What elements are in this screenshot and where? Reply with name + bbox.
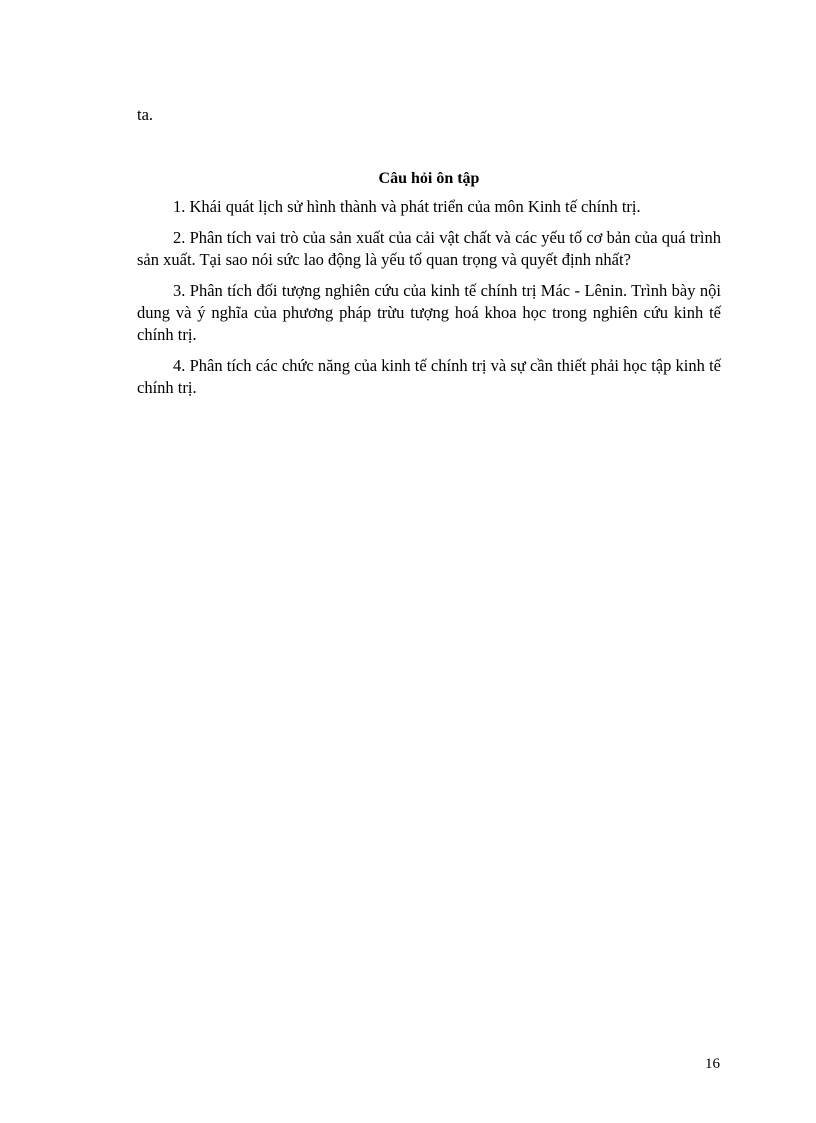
question-item: 3. Phân tích đối tượng nghiên cứu của kinh tế chính trị Mác - Lênin. Trình bày nội dung và ý nghĩa của phương pháp trừu tượng hoá khoa học trong nghiên cứu kinh tế chính trị.: [137, 281, 721, 344]
question-item: 4. Phân tích các chức năng của kinh tế chính trị và sự cần thiết phải học tập kinh tế chính trị.: [137, 356, 721, 397]
page-number: 16: [705, 1056, 720, 1072]
question-item: 2. Phân tích vai trò của sản xuất của cải vật chất và các yếu tố cơ bản của quá trình sản xuất. Tại sao nói sức lao động là yếu tố quan trọng và quyết định nhất?: [137, 228, 721, 269]
question-list: [137, 196, 721, 408]
section-title: Câu hỏi ôn tập: [378, 170, 480, 187]
continuation-text: ta.: [137, 105, 154, 124]
question-item: 1. Khái quát lịch sử hình thành và phát triển của môn Kinh tế chính trị.: [173, 197, 641, 216]
